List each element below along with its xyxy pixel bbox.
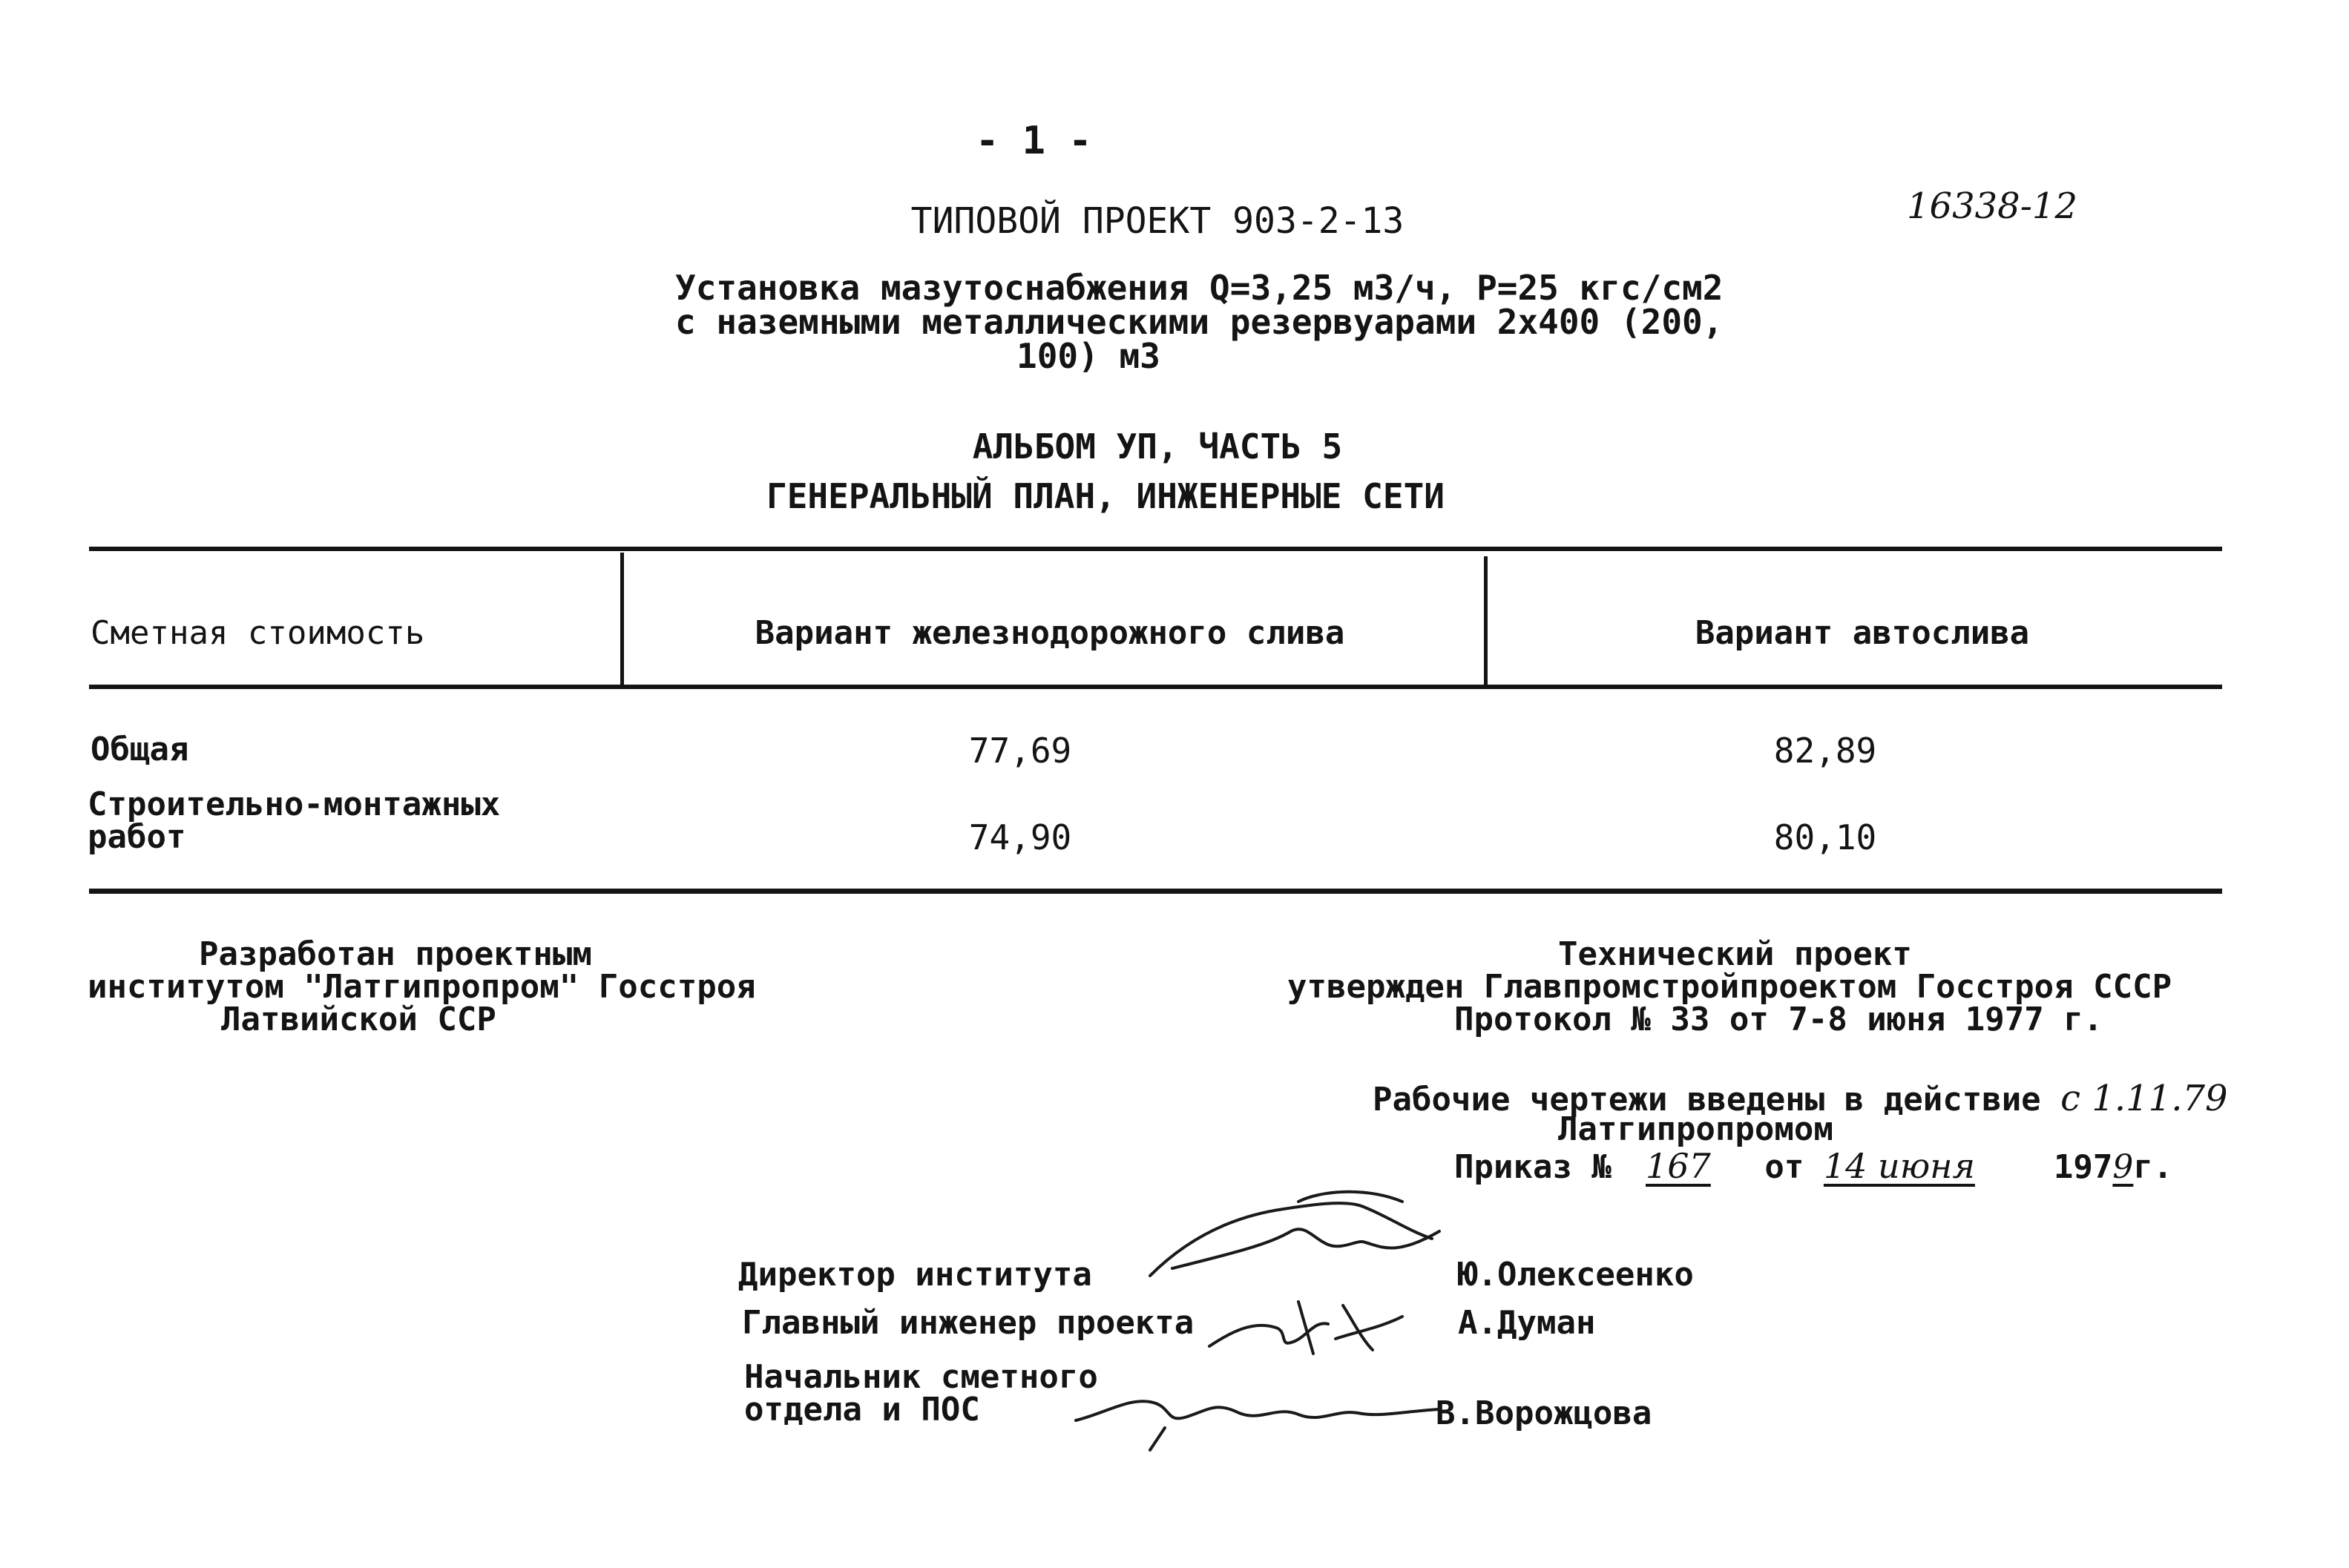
order-prefix: Приказ № — [1454, 1148, 1612, 1186]
signatory-director-title: Директор института — [738, 1256, 1092, 1294]
table-col-divider-2 — [1484, 556, 1488, 686]
order-from: от — [1764, 1148, 1804, 1186]
signatory-chief-engineer-name: А.Думан — [1458, 1304, 1596, 1342]
signatory-chief-engineer-title: Главный инженер проекта — [742, 1304, 1195, 1342]
header-auto: Вариант автослива — [1695, 614, 2030, 652]
signatory-director-name: Ю.Олексеенко — [1458, 1256, 1694, 1294]
developer-block — [88, 935, 756, 1038]
approval-line-3: Протокол № 33 от 7-8 июня 1977 г. — [1454, 1001, 2103, 1038]
header-cost: Сметная стоимость — [91, 614, 425, 652]
order-year: 197 — [2053, 1148, 2113, 1186]
order-number-value: 167 — [1646, 1146, 1711, 1186]
working-drawings-line-2: Латгипропромом — [1558, 1110, 1833, 1148]
order-date — [1824, 1146, 2054, 1186]
order-date-value: 14 июня — [1823, 1146, 1975, 1186]
working-drawings-date: с 1.11.79 — [2060, 1078, 2228, 1119]
order-suffix: г. — [2133, 1148, 2173, 1186]
row-construction-rail: 74,90 — [968, 817, 1072, 857]
signatory-estimate-head-title-line-2: отдела и ПОС — [744, 1391, 980, 1429]
header-rail: Вариант железнодорожного слива — [755, 614, 1345, 652]
signatory-estimate-head-name: В.Ворожцова — [1436, 1394, 1652, 1432]
approval-line-1: Технический проект — [1558, 935, 1912, 973]
page-number: - 1 - — [976, 119, 1092, 163]
table-bottom-rule — [89, 889, 2222, 894]
table-col-divider-1 — [620, 553, 624, 686]
row-construction-label-line-1: Строительно-монтажных — [88, 785, 501, 823]
ref-number: 16338-12 — [1907, 185, 2077, 227]
signatory-estimate-head-title-line-1: Начальник сметного — [744, 1358, 1098, 1396]
approval-line-2: утвержден Главпромстройпроектом Госстроя СССР — [1287, 968, 2172, 1006]
row-construction-auto: 80,10 — [1773, 817, 1877, 857]
signature-chief-engineer — [1202, 1287, 1410, 1368]
row-total-auto: 82,89 — [1773, 731, 1877, 771]
album-subtitle: ГЕНЕРАЛЬНЫЙ ПЛАН, ИНЖЕНЕРНЫЕ СЕТИ — [766, 476, 1445, 516]
row-construction-label-line-2: работ — [88, 818, 186, 856]
description-line-2: с наземными металлическими резервуарами 2х400 (200, — [675, 302, 1724, 342]
order-year-hand: 9 — [2112, 1148, 2134, 1186]
description-line-3: 100) м3 — [1016, 336, 1160, 376]
developer-line-3: Латвийской ССР — [221, 1001, 496, 1038]
project-title: ТИПОВОЙ ПРОЕКТ 903-2-13 — [910, 200, 1405, 242]
order-number — [1612, 1146, 1745, 1186]
table-top-rule — [89, 547, 2222, 551]
description-line-1: Установка мазутоснабжения Q=3,25 м3/ч, Р=25 кгс/см2 — [675, 268, 1724, 308]
album-title: АЛЬБОМ УП, ЧАСТЬ 5 — [972, 426, 1343, 467]
row-total-label: Общая — [91, 731, 189, 768]
row-total-rail: 77,69 — [968, 731, 1072, 771]
signature-estimate-head — [1061, 1368, 1447, 1450]
signatory-estimate-head-title — [744, 1358, 1098, 1429]
table-header-rule — [89, 685, 2222, 689]
developer-line-2: институтом "Латгипропром" Госстроя — [88, 968, 756, 1006]
description — [675, 268, 1724, 376]
working-drawings-text: Рабочие чертежи введены в действие — [1373, 1081, 2041, 1119]
order-line — [1454, 1146, 2172, 1186]
developer-line-1: Разработан проектным — [199, 935, 592, 973]
row-construction-label — [88, 785, 501, 856]
signature-director — [1143, 1187, 1454, 1298]
approval-block — [1287, 935, 2172, 1038]
